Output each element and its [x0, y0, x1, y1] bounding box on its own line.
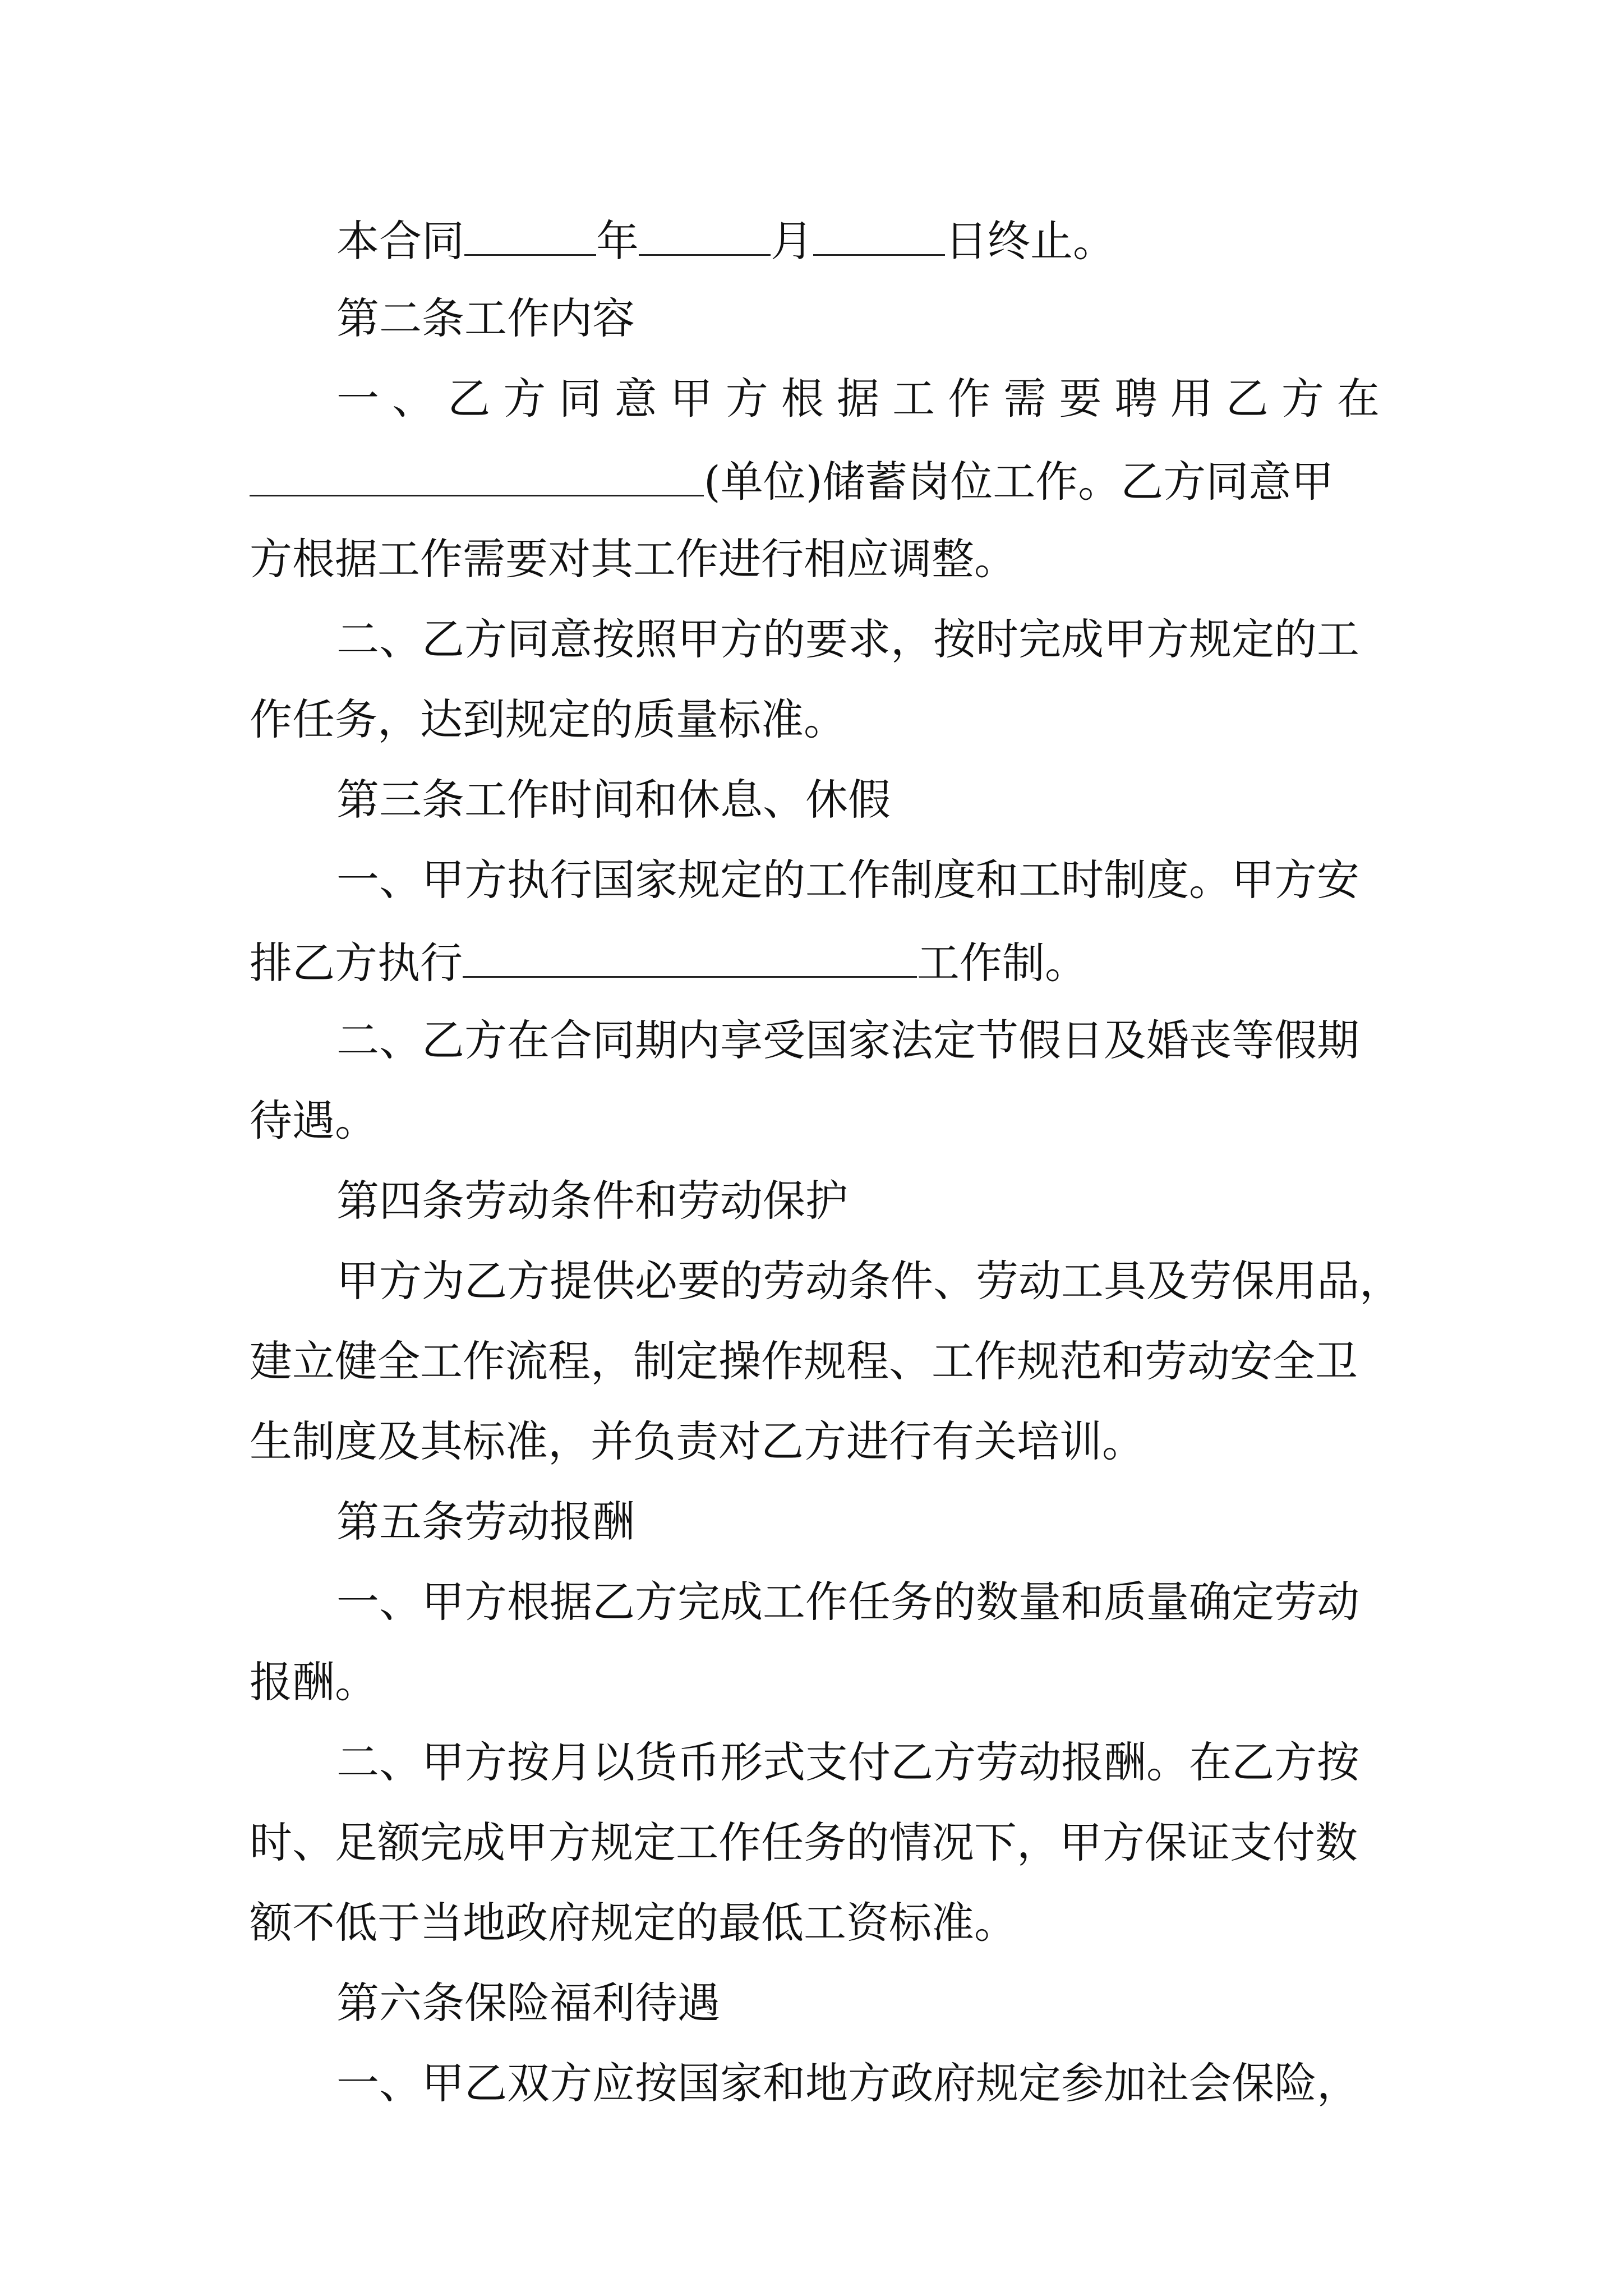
text-segment: 月 — [771, 216, 813, 266]
text-segment: (单位)储蓄岗位工作。乙方同意甲 — [704, 457, 1334, 507]
paragraph-line: 二、甲方按月以货币形式支付乙方劳动报酬。在乙方按 — [336, 1737, 1359, 1787]
text-segment: 日终止。 — [945, 216, 1115, 266]
paragraph-line: 一、乙方同意甲方根据工作需要聘用乙方在 — [336, 374, 1380, 424]
paragraph-line: 生制度及其标准，并负责对乙方进行有关培训。 — [250, 1416, 1145, 1466]
paragraph-line: 一、甲乙双方应按国家和地方政府规定参加社会保险， — [336, 2058, 1359, 2108]
month-blank[interactable] — [639, 210, 771, 256]
paragraph-line: 二、乙方在合同期内享受国家法定节假日及婚丧等假期 — [336, 1015, 1359, 1065]
paragraph-line: 一、甲方执行国家规定的工作制度和工时制度。甲方安 — [336, 855, 1359, 905]
paragraph-line: 一、甲方根据乙方完成工作任务的数量和质量确定劳动 — [336, 1577, 1359, 1627]
paragraph-line: 建立健全工作流程，制定操作规程、工作规范和劳动安全卫 — [250, 1336, 1358, 1386]
work-system-blank[interactable] — [463, 932, 917, 978]
article-heading: 第五条劳动报酬 — [336, 1497, 635, 1547]
paragraph-line: 甲方为乙方提供必要的劳动条件、劳动工具及劳保用品， — [336, 1256, 1402, 1306]
article-heading: 第四条劳动条件和劳动保护 — [336, 1176, 848, 1226]
article-heading: 第二条工作内容 — [336, 293, 635, 343]
paragraph-line: 报酬。 — [250, 1657, 377, 1707]
text-segment: 排乙方执行 — [250, 938, 463, 988]
paragraph-line: 二、乙方同意按照甲方的要求，按时完成甲方规定的工 — [336, 614, 1359, 664]
paragraph-line: 待遇。 — [250, 1096, 377, 1145]
day-blank[interactable] — [813, 210, 945, 256]
paragraph-line: 额不低于当地政府规定的最低工资标准。 — [250, 1898, 1017, 1948]
paragraph-line: 时、足额完成甲方规定工作任务的情况下，甲方保证支付数 — [250, 1818, 1358, 1867]
work-system-line — [250, 932, 1087, 988]
unit-line — [250, 451, 1334, 507]
article-heading: 第六条保险福利待遇 — [336, 1978, 720, 2028]
text-segment: 年 — [596, 216, 639, 266]
unit-blank[interactable] — [250, 451, 704, 496]
paragraph-line: 作任务，达到规定的质量标准。 — [250, 694, 846, 744]
year-blank[interactable] — [464, 210, 596, 256]
contract-end-date-line — [336, 210, 1115, 266]
text-segment: 本合同 — [336, 216, 464, 266]
paragraph-line: 方根据工作需要对其工作进行相应调整。 — [250, 534, 1017, 584]
article-heading: 第三条工作时间和休息、休假 — [336, 775, 891, 825]
text-segment: 工作制。 — [917, 938, 1087, 988]
